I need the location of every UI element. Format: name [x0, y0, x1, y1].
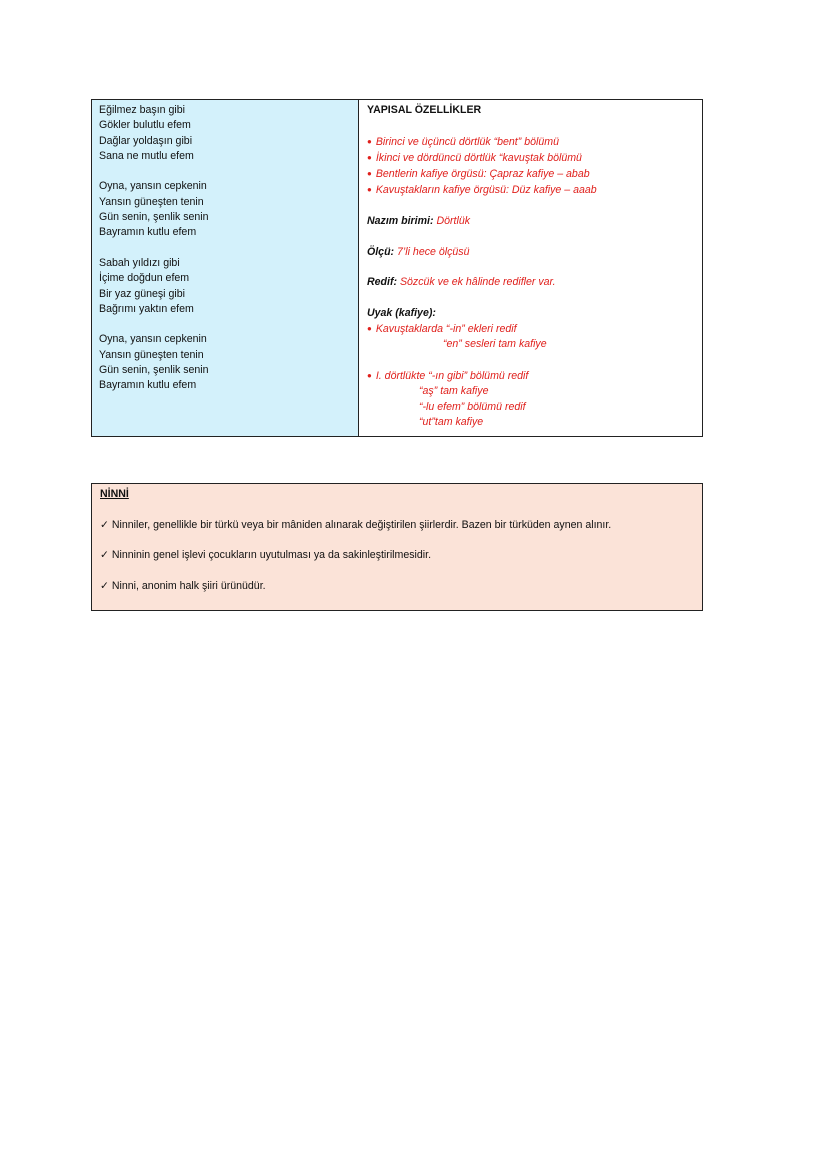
ninni-item [100, 579, 702, 594]
poem-line: Sana ne mutlu efem [99, 149, 194, 162]
uyak1-line1: Kavuştaklarda “-in” ekleri redif [375, 323, 517, 336]
stanza-4 [99, 332, 358, 393]
poem-line: Bağrımı yaktın efem [99, 302, 194, 315]
olcu-value: 7’li hece ölçüsü [397, 245, 470, 258]
bullet-icon: ● [367, 324, 372, 334]
poem-line: Eğilmez başın gibi [99, 104, 185, 116]
stanza-2 [99, 179, 358, 240]
bullet-text: Kavuştakların kafiye örgüsü: Düz kafiye – aaab [375, 184, 597, 197]
nazim-row [367, 214, 702, 229]
poem-cell [92, 100, 359, 436]
bullet-icon: ● [367, 185, 372, 195]
poem-analysis-table [91, 99, 703, 437]
bullet-text: İkinci ve dördüncü dörtlük “kavuştak bölümü [375, 151, 582, 164]
uyak-bullet-1 [367, 321, 702, 337]
olcu-row [367, 245, 702, 260]
check-icon: ✓ [100, 579, 109, 592]
uyak2-line4: “ut”tam kafiye [419, 415, 484, 428]
ninni-box [91, 483, 703, 611]
nazim-value: Dörtlük [436, 215, 471, 228]
ninni-item [100, 548, 702, 563]
poem-line: Bayramın kutlu efem [99, 226, 197, 239]
poem-line: Oyna, yansın cepkenin [99, 333, 207, 346]
poem-line: Bir yaz güneşi gibi [99, 287, 185, 300]
poem-line: Yansın güneşten tenin [99, 195, 204, 208]
analysis-title: YAPISAL ÖZELLİKLER [367, 104, 482, 116]
bullet-icon: ● [367, 371, 372, 381]
bullet-item [367, 166, 702, 182]
ninni-item [100, 518, 702, 533]
uyak-bullet-2 [367, 368, 702, 384]
poem-line: Oyna, yansın cepkenin [99, 180, 207, 193]
analysis-cell [359, 100, 702, 436]
poem-line: İçime doğdun efem [99, 272, 190, 285]
poem-line: Yansın güneşten tenin [99, 348, 204, 361]
stanza-1 [99, 103, 358, 164]
check-icon: ✓ [100, 549, 109, 562]
bullet-icon: ● [367, 152, 372, 162]
poem-line: Sabah yıldızı gibi [99, 256, 180, 269]
poem-line: Dağlar yoldaşın gibi [99, 134, 193, 147]
bullet-icon: ● [367, 136, 372, 146]
ninni-item-text: Ninni, anonim halk şiiri ürünüdür. [111, 579, 266, 592]
bullet-item [367, 182, 702, 198]
redif-label: Redif: [367, 276, 398, 289]
redif-row [367, 275, 702, 290]
uyak-label: Uyak (kafiye): [367, 306, 436, 319]
check-icon: ✓ [100, 518, 109, 531]
poem-line: Gün senin, şenlik senin [99, 364, 209, 377]
uyak1-line2: “en” sesleri tam kafiye [443, 338, 547, 351]
uyak2-line2: “aş” tam kafiye [419, 385, 489, 398]
ninni-title: NİNNİ [100, 488, 129, 500]
ninni-item-text: Ninniler, genellikle bir türkü veya bir mâniden alınarak değiştirilen şiirlerdir. Bazen bir türküden aynen alınır. [111, 518, 612, 531]
ninni-item-text: Ninninin genel işlevi çocukların uyutulması ya da sakinleştirilmesidir. [111, 549, 432, 562]
bullet-item [367, 134, 702, 150]
olcu-label: Ölçü: [367, 245, 395, 258]
poem-line: Gün senin, şenlik senin [99, 211, 209, 224]
bullet-icon: ● [367, 169, 372, 179]
bullet-text: Bentlerin kafiye örgüsü: Çapraz kafiye – abab [375, 168, 590, 181]
nazim-label: Nazım birimi: [367, 215, 434, 228]
redif-value: Sözcük ve ek hâlinde redifler var. [399, 276, 556, 289]
uyak2-line3: “-lu efem” bölümü redif [419, 400, 526, 413]
bullet-text: Birinci ve üçüncü dörtlük “bent” bölümü [375, 135, 559, 148]
poem-line: Gökler bulutlu efem [99, 119, 191, 132]
bullet-item [367, 150, 702, 166]
poem-line: Bayramın kutlu efem [99, 379, 197, 392]
uyak2-line1: I. dörtlükte “-ın gibi” bölümü redif [375, 370, 529, 383]
stanza-3 [99, 256, 358, 317]
